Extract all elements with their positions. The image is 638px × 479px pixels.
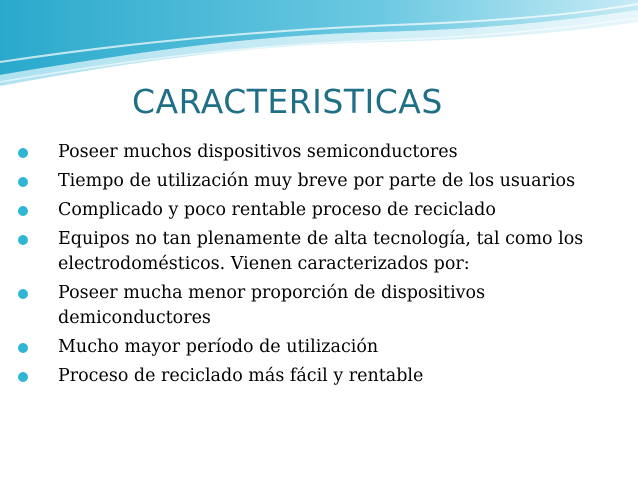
bullet-icon: [18, 343, 28, 353]
list-item-text: Equipos no tan plenamente de alta tecnología, tal como los electrodomésticos. Vienen caracterizados por:: [58, 229, 584, 274]
list-item-text: Poseer mucha menor proporción de dispositivos demiconductores: [58, 283, 486, 328]
bullet-icon: [18, 372, 28, 382]
list-item: [18, 198, 618, 223]
list-item-text: Tiempo de utilización muy breve por parte de los usuarios: [58, 171, 576, 191]
list-item: [18, 281, 618, 331]
list-item-text: Proceso de reciclado más fácil y rentable: [58, 366, 424, 386]
list-item: [18, 169, 618, 194]
bullet-list: [18, 140, 618, 393]
header-wave-decoration: [0, 0, 638, 90]
bullet-icon: [18, 206, 28, 216]
list-item: [18, 140, 618, 165]
bullet-icon: [18, 235, 28, 245]
list-item-text: Mucho mayor período de utilización: [58, 337, 379, 357]
list-item-text: Complicado y poco rentable proceso de reciclado: [58, 200, 496, 220]
list-item: [18, 227, 618, 277]
bullet-icon: [18, 289, 28, 299]
list-item: [18, 335, 618, 360]
list-item: [18, 364, 618, 389]
bullet-icon: [18, 148, 28, 158]
list-item-text: Poseer muchos dispositivos semiconductores: [58, 142, 458, 162]
bullet-icon: [18, 177, 28, 187]
slide-title: CARACTERISTICAS: [132, 82, 443, 121]
